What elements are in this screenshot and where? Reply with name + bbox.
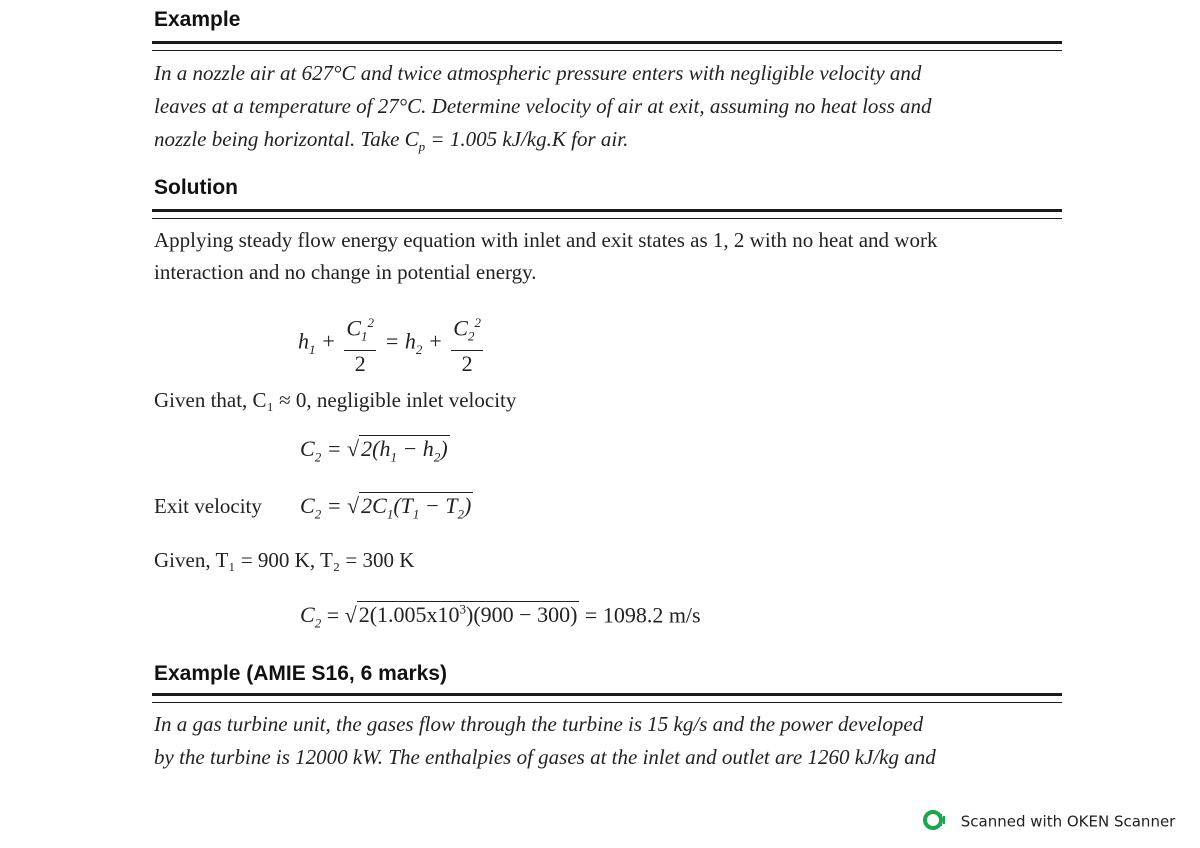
velocity-enthalpy-equation: $C_2 = √2(h_1 - h_2)$ [300, 436, 448, 465]
problem-line-1: In a nozzle air at 627°C and twice atmospheric pressure enters with negligible velocity and [154, 61, 922, 85]
example-heading: Example [154, 8, 241, 31]
sfee-equation: $h_1$ + $\frac{C_1^2}{2}$ = $h_2$ + $\frac{C_2^2}{2}$ [298, 310, 486, 377]
solution-intro-line-1: Applying steady flow energy equation with inlet and exit states as 1, 2 with no heat and work [154, 228, 938, 252]
oken-logo-icon [922, 809, 948, 835]
scanner-watermark [922, 809, 1175, 835]
given-inlet: Given that, C₁ ≈ 0, negligible inlet velocity [154, 388, 517, 412]
exit-velocity-equation: $C_2 = √2C_1(T_1 - T_2)$ [300, 493, 472, 522]
watermark-text: Scanned with OKEN Scanner [960, 812, 1176, 831]
result-value: = 1098.2 m/s [584, 602, 701, 628]
heading-rule [152, 41, 1062, 51]
solution-heading: Solution [154, 176, 238, 199]
heading-rule [152, 693, 1062, 703]
problem-line-3: nozzle being horizontal. Take $C_p = 1.005$ kJ/kg.K for air. [154, 127, 629, 155]
example2-heading: Example (AMIE S16, 6 marks) [154, 662, 447, 685]
given-temperatures: Given, T₁ = 900 K, T₂ = 300 K [154, 548, 415, 572]
heading-rule [152, 209, 1062, 219]
final-calculation: $C_2 = √2(1.005x10^3)(900 - 300) = 1098.2$ m/s [300, 602, 701, 631]
problem2-line-2: by the turbine is 12000 kW. The enthalpies of gases at the inlet and outlet are 1260 kJ/kg and [154, 745, 936, 769]
problem-line-2: leaves at a temperature of 27°C. Determine velocity of air at exit, assuming no heat loss and [154, 94, 932, 118]
exit-velocity-label: Exit velocity [154, 494, 262, 518]
solution-intro-line-2: interaction and no change in potential energy. [154, 260, 537, 284]
problem2-line-1: In a gas turbine unit, the gases flow through the turbine is 15 kg/s and the power developed [154, 712, 924, 736]
